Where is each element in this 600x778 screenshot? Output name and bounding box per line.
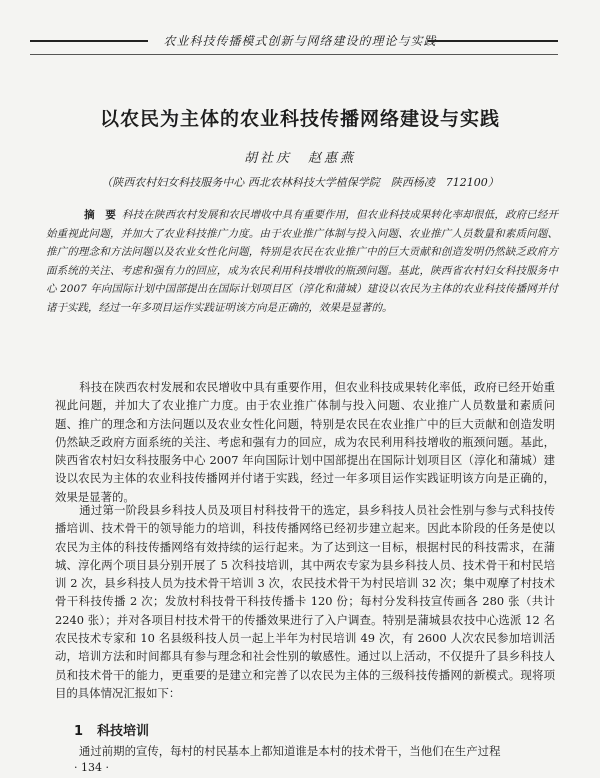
running-head: 农业科技传播模式创新与网络建设的理论与实践 [163,34,437,48]
article-title: 以农民为主体的农业科技传播网络建设与实践 [99,108,500,130]
affiliation: （陕西农村妇女科技服务中心 西北农林科技大学植保学院 陕西杨凌 712100） [101,176,499,189]
body-paragraph [55,501,555,702]
header-rule-left [30,40,148,42]
page-number: · 134 · [74,761,109,774]
body-paragraph [55,742,555,760]
paragraph-text: 通过前期的宣传，每村的村民基本上都知道谁是本村的技术骨干，当他们在生产过程 [79,744,501,758]
authors: 胡社庆 赵惠燕 [243,151,356,166]
abstract-text: 科技在陕西农村发展和农民增收中具有重要作用，但农业科技成果转化率却很低，政府已经开始重视此问题，并加大了农业科技推广力度。由于农业推广体制与投入问题、农业推广人员数量和素质问题、推广的理念和方法问题以及农业女性化问题，特别是农民在农业推广中的巨大贡献和创造发明仍然缺乏政府方面系统的关注、考虑和强有力的回应，成为农民利用科技增收的瓶颈问题。基此，陕西省农村妇女科技服务中心 2007 年向国际计划中国部提出在国际计划项目区（淳化和蒲城）建设以农民为主体的农业科技传播网并付诸于实践，经过一年多项目运作实践证明该方向是正确的，效果是显著的。 [46,209,558,314]
header-rule [30,54,558,55]
section-number: 1 [74,724,84,739]
abstract [46,206,558,318]
header-rule-right [428,40,558,42]
body-paragraph [55,378,555,506]
section-heading [74,720,149,739]
section-title: 科技培训 [97,724,150,739]
paragraph-text: 通过第一阶段县乡科技人员及项目村科技骨干的选定，县乡科技人员社会性别与参与式科技传播培训、技术骨干的领导能力的培训，科技传播网络已经初步建立起来。因此本阶段的任务是使以农民为主体的科技传播网络有效持续的运行起来。为了达到这一目标，根据村民的科技需求，在蒲城、淳化两个项目县分别开展了 5 次科技培训，其中两农专家为县乡科技人员、技术骨干和村民培训 2 次，县乡科技人员为技术骨干培训 3 次，农民技术骨干为村民培训 32 次；集中观摩了村技术骨干科技传播 2 次；发放村科技骨干科技传播卡 120 份；每村分发科技宣传画各 280 张（共计 2240 张）；并对各项目村技术骨干的传播效果进行了入户调查。特别是蒲城县农技中心选派 12 名农民技术专家和 10 名县级科技人员一起上半年为村民培训 49 次，有 2600 人次农民参加培训活动，培训方法和时间都具有参与理念和社会性别的敏感性。通过以上活动，不仅提升了县乡科技人员和技术骨干的能力，更重要的是建立和完善了以农民为主体的三级科技传播网的新模式。现将项目的具体情况汇报如下： [55,503,555,700]
abstract-label: 摘 要 [84,209,117,221]
paragraph-text: 科技在陕西农村发展和农民增收中具有重要作用，但农业科技成果转化率低，政府已经开始重视此问题，并加大了农业推广力度。由于农业推广体制与投入问题、农业推广人员数量和素质问题、推广的理念和方法问题以及农业女性化问题，特别是农民在农业推广中的巨大贡献和创造发明仍然缺乏政府方面系统的关注、考虑和强有力的回应，成为农民利用科技增收的瓶颈问题。基此，陕西省农村妇女科技服务中心 2007 年向国际计划中国部提出在国际计划项目区（淳化和蒲城）建设以农民为主体的农业科技传播网并付诸于实践，经过一年多项目运作实践证明该方向是正确的，效果是显著的。 [55,380,555,504]
